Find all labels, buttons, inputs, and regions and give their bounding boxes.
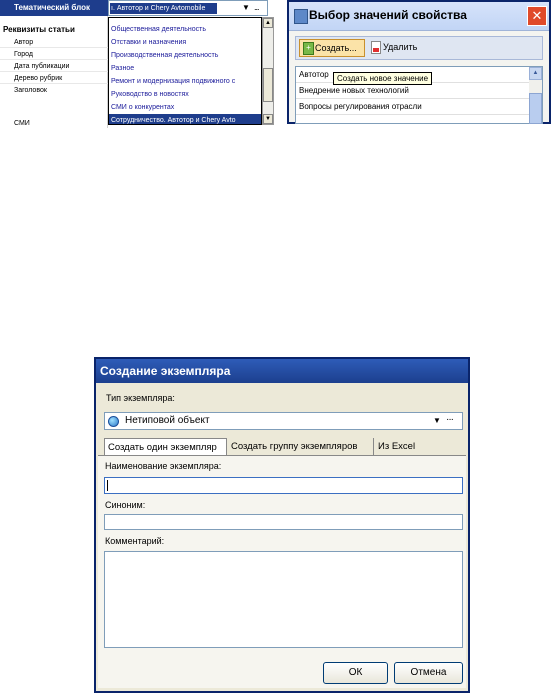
scroll-down-icon[interactable]: ▼ xyxy=(263,114,273,124)
tab-from-excel[interactable]: Из Excel xyxy=(378,441,416,452)
list-scrollbar[interactable] xyxy=(529,67,542,124)
dialog-toolbar xyxy=(295,36,543,60)
dropdown-item[interactable]: Руководство в новостях xyxy=(111,91,189,98)
grid-row-headline[interactable]: Заголовок xyxy=(14,87,47,94)
create-button[interactable] xyxy=(299,39,365,57)
thematic-block-combobox[interactable] xyxy=(108,0,268,16)
dropdown-item[interactable]: Отставки и назначения xyxy=(111,39,187,46)
tab-create-one[interactable]: Создать один экземпляр xyxy=(104,438,227,455)
thematic-block-value: ı. Автотор и Chery Avtomobile xyxy=(110,3,217,14)
synonym-label: Синоним: xyxy=(105,500,146,510)
list-item[interactable]: Автотор xyxy=(296,67,542,83)
create-button-label: Создать... xyxy=(315,43,357,53)
dropdown-item[interactable]: Ремонт и модернизация подвижного с xyxy=(111,78,236,85)
dialog-title: Выбор значений свойства xyxy=(309,8,467,22)
ok-button[interactable]: ОК xyxy=(323,662,388,684)
create-tooltip: Создать новое значение xyxy=(333,72,432,85)
instance-type-label: Тип экземпляра: xyxy=(106,393,175,403)
list-item[interactable]: Вопросы регулирования отрасли xyxy=(296,99,542,115)
create-instance-dialog xyxy=(94,357,470,693)
dropdown-scrollbar[interactable] xyxy=(262,17,274,125)
synonym-field[interactable] xyxy=(104,514,463,530)
grid-row-smi[interactable]: СМИ xyxy=(14,120,30,127)
thematic-dropdown-list xyxy=(108,17,262,125)
instance-type-combobox[interactable] xyxy=(104,412,463,430)
dropdown-item[interactable]: Общественная деятельность xyxy=(111,26,207,33)
dialog-app-icon xyxy=(294,9,308,24)
tab-create-group[interactable]: Создать группу экземпляров xyxy=(228,438,374,455)
scroll-up-icon[interactable]: ▲ xyxy=(263,18,273,28)
thematic-block-label: Тематический блок xyxy=(0,0,108,16)
scroll-thumb[interactable] xyxy=(529,93,542,124)
list-item[interactable]: Внедрение новых технологий xyxy=(296,83,542,99)
delete-button[interactable] xyxy=(368,39,443,57)
dropdown-item[interactable]: СМИ о конкурентах xyxy=(111,104,175,111)
delete-button-label: Удалить xyxy=(383,42,418,52)
property-grid-panel xyxy=(0,0,270,128)
dropdown-item[interactable]: Разное xyxy=(111,65,135,72)
dropdown-arrow-icon[interactable]: ▼ xyxy=(242,3,250,12)
text-caret xyxy=(107,480,108,491)
select-values-dialog xyxy=(287,0,551,124)
ellipsis-button[interactable]: ... xyxy=(254,2,259,12)
ellipsis-button[interactable]: ··· xyxy=(446,414,453,425)
instance-name-field[interactable] xyxy=(104,477,463,494)
dropdown-item[interactable]: Производственная деятельность xyxy=(111,52,219,59)
dropdown-arrow-icon[interactable]: ▼ xyxy=(433,416,441,425)
grid-row-author[interactable]: Автор xyxy=(0,37,108,48)
comment-textarea[interactable] xyxy=(104,551,463,648)
grid-row-rubric-tree[interactable]: Дерево рубрик xyxy=(0,73,108,84)
dialog-titlebar xyxy=(289,2,549,31)
grid-row-city[interactable]: Город xyxy=(0,49,108,60)
article-attributes-section: Реквизиты статьи xyxy=(3,25,75,34)
globe-icon xyxy=(108,416,119,427)
dropdown-item-selected[interactable]: Сотрудничество. Автотор и Chery Avto xyxy=(109,114,261,125)
scroll-thumb[interactable] xyxy=(263,68,273,102)
close-button[interactable]: ✕ xyxy=(527,6,547,26)
instance-name-label: Наименование экземпляра: xyxy=(105,461,222,471)
grid-row-publish-date[interactable]: Дата публикации xyxy=(0,61,108,72)
delete-icon xyxy=(371,41,381,54)
cancel-button[interactable]: Отмена xyxy=(394,662,463,684)
dialog-title: Создание экземпляра xyxy=(96,359,468,383)
comment-label: Комментарий: xyxy=(105,536,165,546)
add-icon: + xyxy=(303,42,314,55)
instance-type-value: Нетиповой объект xyxy=(125,415,210,426)
scroll-up-icon[interactable]: ▲ xyxy=(529,67,542,80)
